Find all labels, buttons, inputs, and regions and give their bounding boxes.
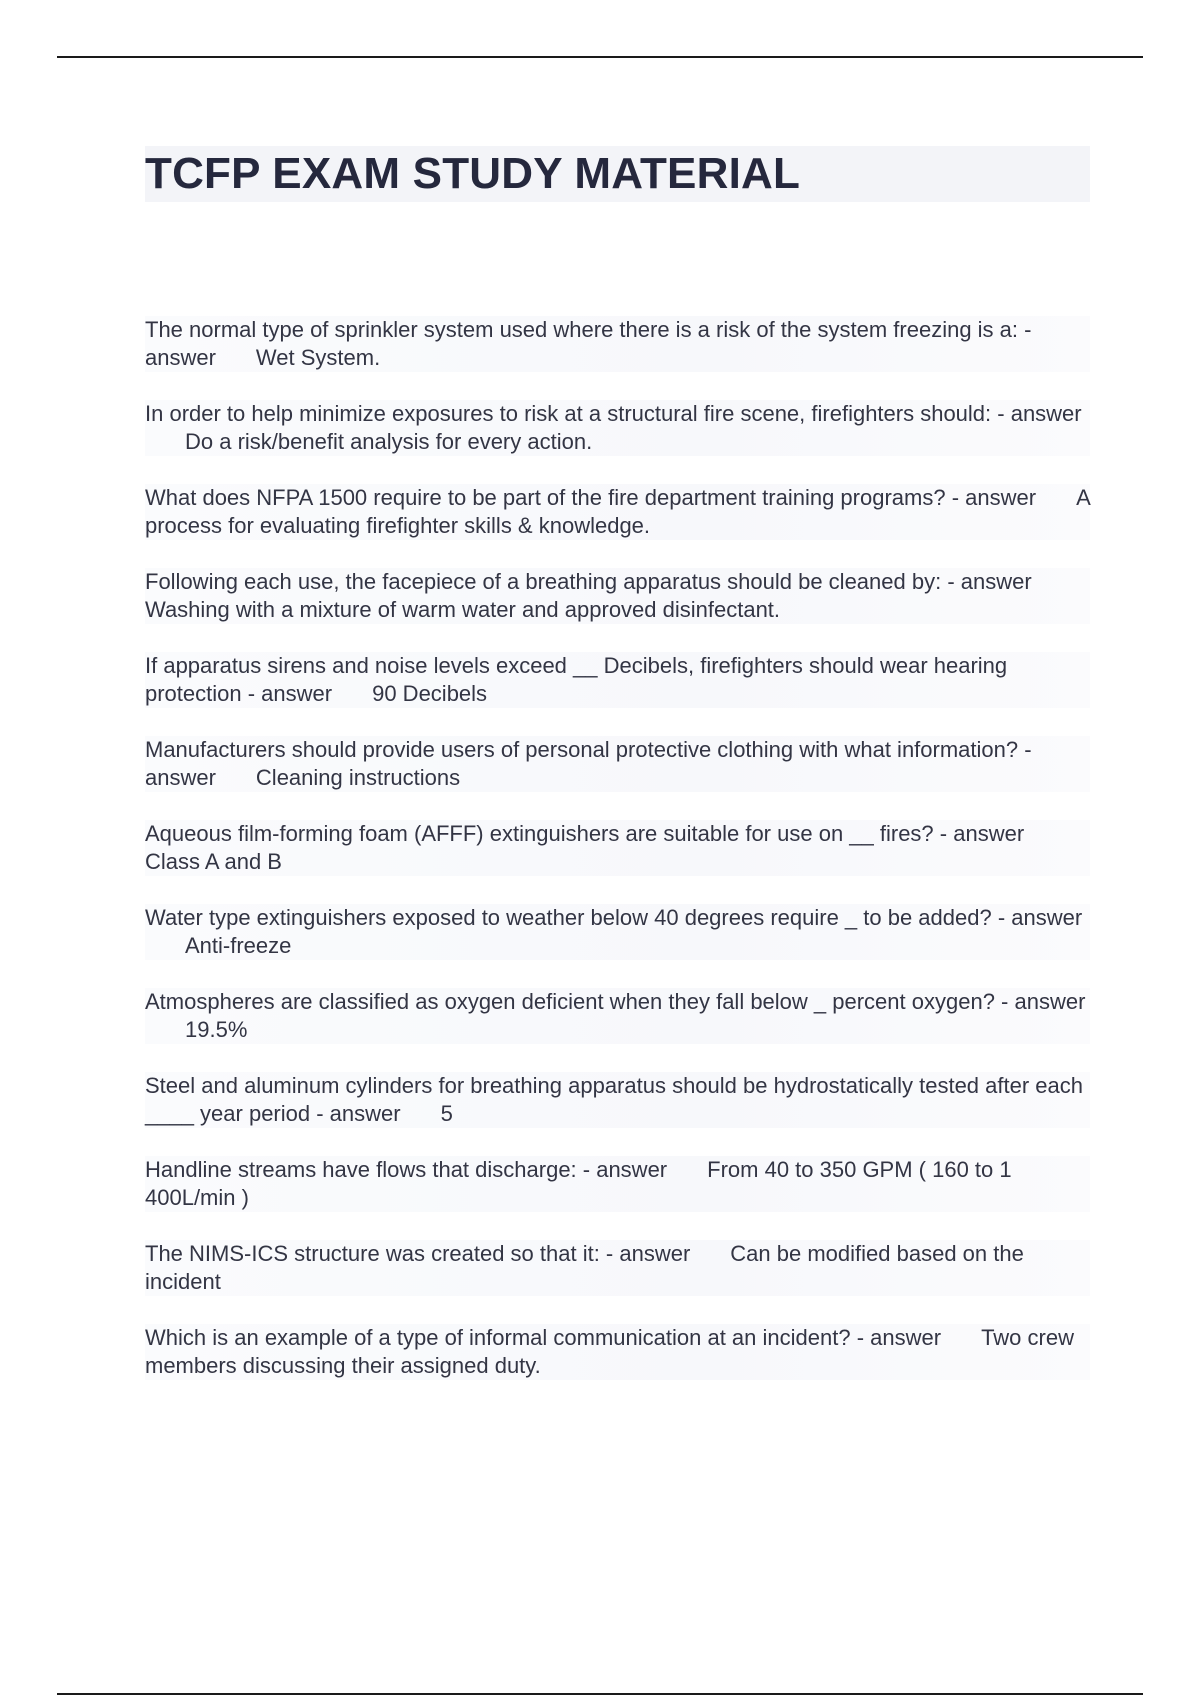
qa-item <box>145 316 1090 372</box>
question-text: In order to help minimize exposures to risk at a structural fire scene, firefighters should: - answer <box>145 401 1082 426</box>
answer-text: Wet System. <box>255 345 381 370</box>
qa-item <box>145 400 1090 456</box>
qa-item <box>145 568 1090 624</box>
question-text: What does NFPA 1500 require to be part of the fire department training programs? - answer <box>145 485 1037 510</box>
question-text: Atmospheres are classified as oxygen deficient when they fall below _ percent oxygen? - answer <box>145 989 1086 1014</box>
answer-text: From 40 to 350 GPM ( 160 to 1 400L/min ) <box>145 1157 1012 1210</box>
qa-item <box>145 484 1090 540</box>
question-text: Handline streams have flows that discharge: - answer <box>145 1157 668 1182</box>
question-text: Manufacturers should provide users of personal protective clothing with what information? - answer <box>145 737 1032 790</box>
question-text: Steel and aluminum cylinders for breathing apparatus should be hydrostatically tested after each ____ year period - answer <box>145 1073 1083 1126</box>
top-rule <box>57 56 1143 58</box>
question-text: Which is an example of a type of informal communication at an incident? - answer <box>145 1325 942 1350</box>
qa-item <box>145 1240 1090 1296</box>
answer-text: Do a risk/benefit analysis for every action. <box>185 429 593 454</box>
answer-text: 19.5% <box>185 1017 248 1042</box>
answer-text: Cleaning instructions <box>255 765 461 790</box>
answer-text: Anti-freeze <box>185 933 292 958</box>
question-text: The NIMS-ICS structure was created so that it: - answer <box>145 1241 691 1266</box>
qa-item <box>145 820 1090 876</box>
question-text: If apparatus sirens and noise levels exceed __ Decibels, firefighters should wear hearing protection - answer <box>145 653 1008 706</box>
question-text: Water type extinguishers exposed to weather below 40 degrees require _ to be added? - answer <box>145 905 1083 930</box>
question-text: The normal type of sprinkler system used where there is a risk of the system freezing is a: - answer <box>145 317 1032 370</box>
answer-text: A process for evaluating firefighter skills & knowledge. <box>145 485 1090 538</box>
qa-item <box>145 736 1090 792</box>
title-band <box>145 146 1090 202</box>
answer-text: Washing with a mixture of warm water and approved disinfectant. <box>145 597 781 622</box>
answer-text: 5 <box>440 1101 453 1126</box>
answer-text: 90 Decibels <box>372 681 488 706</box>
qa-item <box>145 904 1090 960</box>
qa-list <box>145 316 1090 1380</box>
question-text: Aqueous film-forming foam (AFFF) extinguishers are suitable for use on __ fires? - answer <box>145 821 1025 846</box>
document-body <box>145 146 1090 1408</box>
document-title: TCFP EXAM STUDY MATERIAL <box>145 149 801 198</box>
bottom-rule <box>57 1693 1143 1695</box>
question-text: Following each use, the facepiece of a breathing apparatus should be cleaned by: - answer <box>145 569 1032 594</box>
qa-item <box>145 652 1090 708</box>
qa-item <box>145 1324 1090 1380</box>
qa-item <box>145 1072 1090 1128</box>
qa-item <box>145 1156 1090 1212</box>
answer-text: Two crew members discussing their assigned duty. <box>145 1325 1074 1378</box>
answer-text: Can be modified based on the incident <box>145 1241 1024 1294</box>
answer-text: Class A and B <box>145 849 282 874</box>
qa-item <box>145 988 1090 1044</box>
